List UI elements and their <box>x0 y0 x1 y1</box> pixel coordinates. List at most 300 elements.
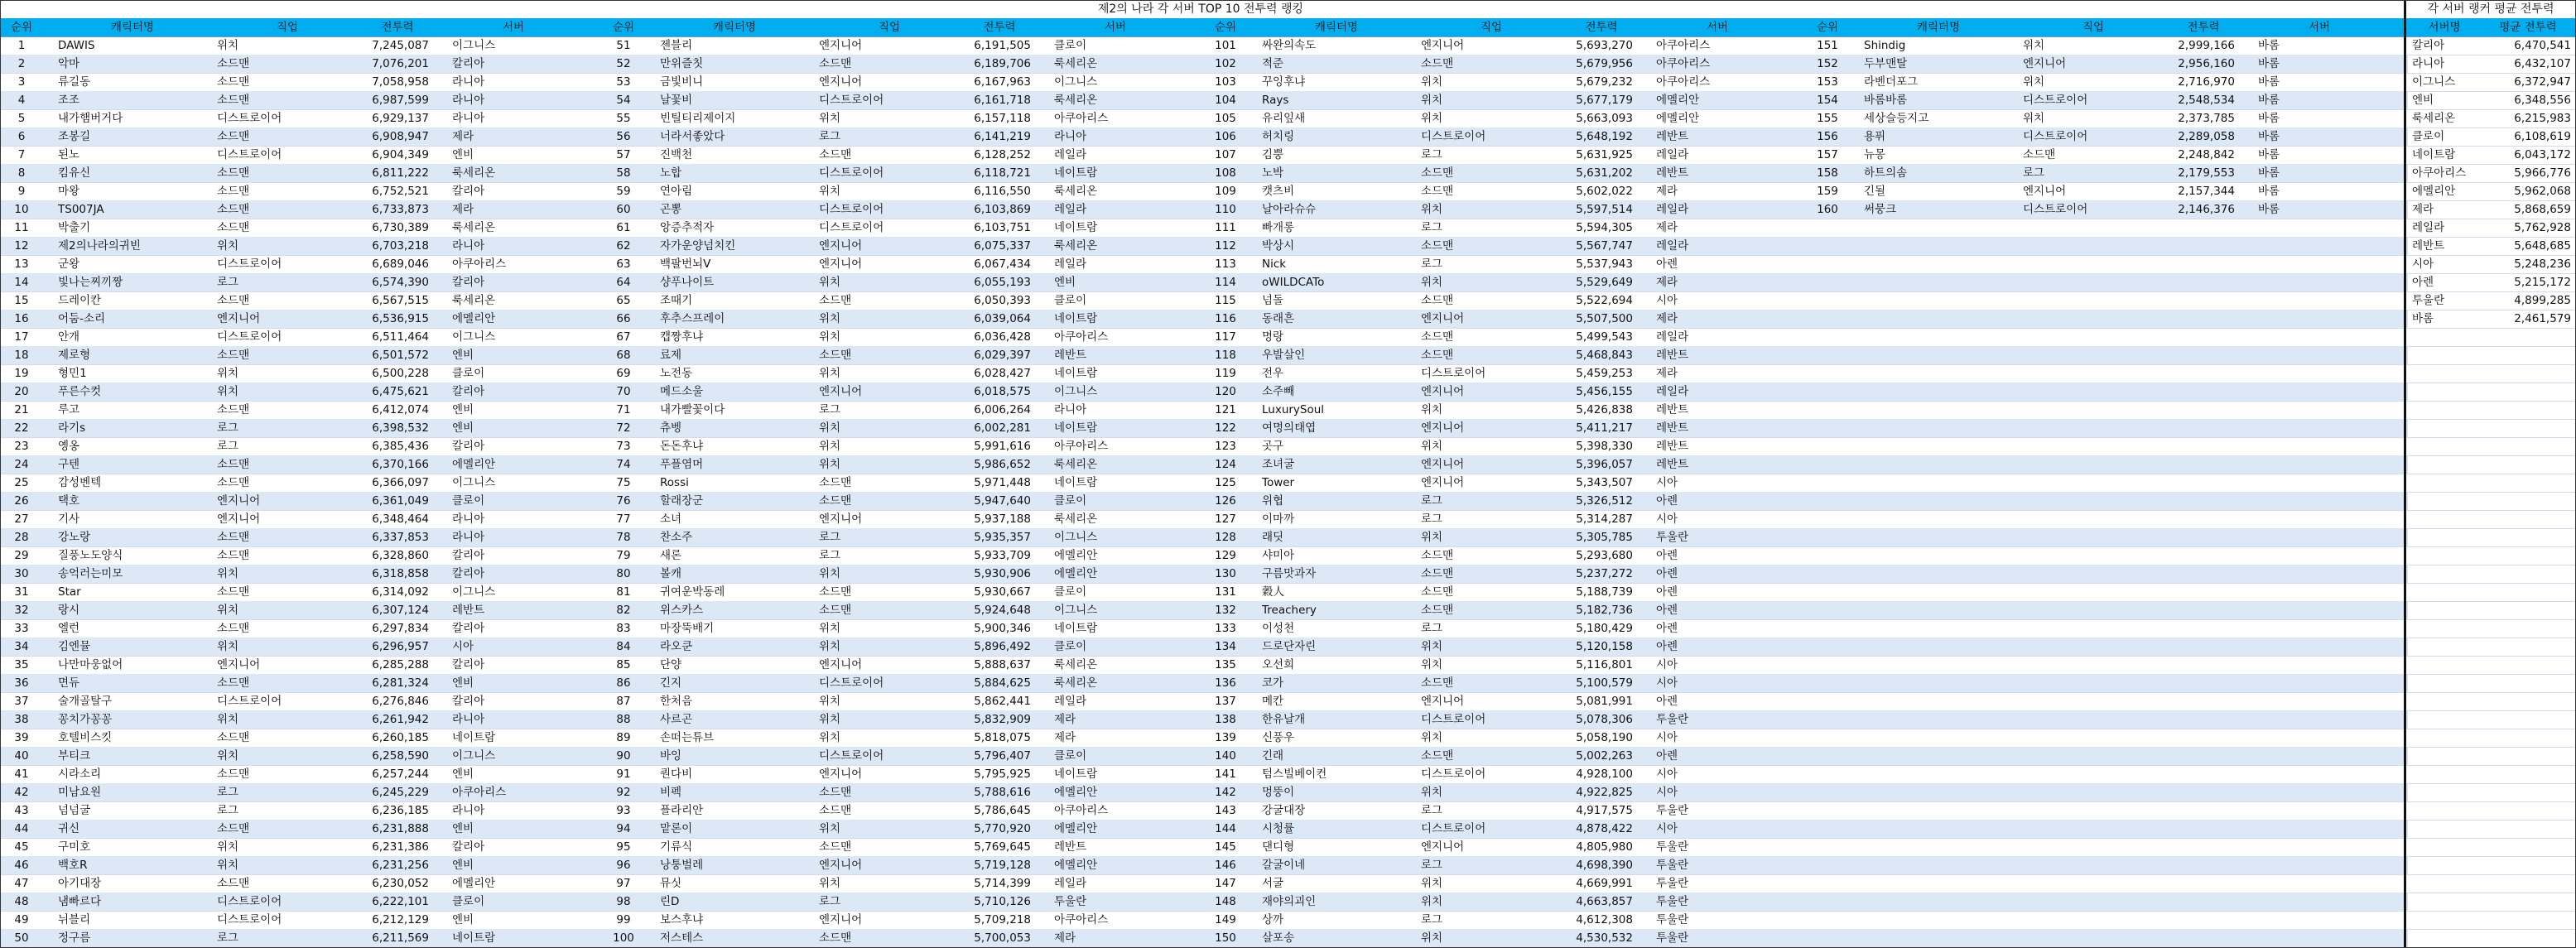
ranking-row <box>1204 55 1806 74</box>
cell-server: 투울란 <box>1656 531 1689 544</box>
cell-rank: 19 <box>14 367 29 380</box>
cell-power: 6,191,505 <box>974 39 1031 52</box>
cell-name: 위스카스 <box>660 604 704 617</box>
cell-power: 5,237,272 <box>1576 567 1633 580</box>
cell-name: 저스테스 <box>660 931 704 945</box>
cell-power: 6,050,393 <box>974 294 1031 307</box>
cell-power: 6,281,324 <box>372 676 429 690</box>
cell-name: 갈굴이네 <box>1262 859 1306 872</box>
cell-rank: 41 <box>14 768 29 781</box>
cell-rank: 123 <box>1215 440 1236 453</box>
cell-server: 레반트 <box>1054 840 1087 854</box>
cell-power: 6,730,389 <box>372 221 429 234</box>
ranking-row <box>602 164 1204 183</box>
header-power: 전투력 <box>2187 21 2220 34</box>
cell-server: 제라 <box>1054 713 1076 726</box>
cell-power: 7,058,958 <box>372 75 429 89</box>
cell-job: 엔지니어 <box>819 859 863 872</box>
cell-power: 4,612,308 <box>1576 913 1633 926</box>
cell-name: 살포송 <box>1262 931 1295 945</box>
cell-rank: 23 <box>14 440 29 453</box>
cell-power: 4,805,980 <box>1576 840 1633 854</box>
cell-name: 곤뽕 <box>660 203 682 216</box>
cell-rank: 141 <box>1215 768 1236 781</box>
ranking-row <box>0 310 602 329</box>
cell-power: 5,937,188 <box>974 512 1031 526</box>
cell-rank: 125 <box>1215 476 1236 489</box>
ranking-row <box>1806 91 2408 110</box>
cell-rank: 158 <box>1817 166 1838 180</box>
cell-name: 허치링 <box>1262 130 1295 143</box>
cell-job: 엔지니어 <box>819 658 863 671</box>
ranking-row <box>602 492 1204 511</box>
cell-server: 레반트 <box>1656 130 1689 143</box>
ranking-header-block-4 <box>1806 18 2408 37</box>
ranking-row <box>602 510 1204 529</box>
cell-server: 제라 <box>1054 731 1076 744</box>
cell-name: 한유날개 <box>1262 713 1306 726</box>
cell-rank: 137 <box>1215 695 1236 708</box>
cell-job: 위치 <box>217 640 239 653</box>
cell-name: 술개골탈구 <box>58 695 113 708</box>
cell-name: 구름맛과자 <box>1262 567 1317 580</box>
cell-power: 5,078,306 <box>1576 713 1633 726</box>
cell-job: 디스트로이어 <box>217 257 282 271</box>
cell-rank: 97 <box>616 877 631 890</box>
cell-rank: 46 <box>14 859 29 872</box>
cell-job: 디스트로이어 <box>1421 367 1486 380</box>
cell-power: 2,146,376 <box>2178 203 2235 216</box>
cell-power: 5,293,680 <box>1576 549 1633 562</box>
cell-job: 소드맨 <box>1421 294 1454 307</box>
cell-server: 이그니스 <box>1054 604 1098 617</box>
avg-server-name: 레반트 <box>2412 239 2445 253</box>
cell-power: 5,522,694 <box>1576 294 1633 307</box>
cell-rank: 126 <box>1215 494 1236 508</box>
ranking-row <box>1204 401 1806 420</box>
cell-job: 위치 <box>819 458 841 471</box>
ranking-row <box>1806 36 2408 55</box>
cell-name: 맡론이 <box>660 822 693 835</box>
header-job: 직업 <box>2082 21 2105 34</box>
cell-server: 아렌 <box>1656 749 1678 763</box>
cell-rank: 43 <box>14 804 29 817</box>
cell-rank: 109 <box>1215 185 1236 198</box>
cell-power: 6,348,464 <box>372 512 429 526</box>
cell-server: 아쿠아리스 <box>452 257 507 271</box>
cell-power: 4,698,390 <box>1576 859 1633 872</box>
ranking-row <box>602 255 1204 274</box>
ranking-row <box>1204 255 1806 274</box>
avg-power-value: 5,648,685 <box>2514 239 2571 253</box>
cell-job: 소드맨 <box>819 585 852 599</box>
cell-server: 클로이 <box>452 367 485 380</box>
cell-rank: 22 <box>14 421 29 435</box>
ranking-row <box>0 801 602 820</box>
cell-server: 클로이 <box>1054 39 1087 52</box>
cell-rank: 149 <box>1215 913 1236 926</box>
header-rank: 순위 <box>612 21 635 34</box>
ranking-row <box>1204 492 1806 511</box>
cell-server: 클로이 <box>1054 585 1087 599</box>
cell-rank: 80 <box>616 567 631 580</box>
cell-job: 소드맨 <box>819 786 852 799</box>
header-power: 전투력 <box>1585 21 1618 34</box>
cell-job: 위치 <box>217 859 239 872</box>
cell-power: 2,548,534 <box>2178 94 2235 107</box>
cell-name: 기사 <box>58 512 80 526</box>
cell-rank: 128 <box>1215 531 1236 544</box>
cell-server: 제라 <box>1054 931 1076 945</box>
cell-name: 냄빠르다 <box>58 895 102 908</box>
cell-server: 시아 <box>1656 294 1678 307</box>
cell-name: 돈돈후냐 <box>660 440 704 453</box>
ranking-row <box>1806 710 2408 729</box>
cell-rank: 77 <box>616 512 631 526</box>
ranking-row <box>1204 419 1806 438</box>
cell-name: 금빛비니 <box>660 75 704 89</box>
cell-rank: 108 <box>1215 166 1236 180</box>
average-row <box>2407 128 2576 147</box>
cell-server: 제라 <box>1656 367 1678 380</box>
cell-power: 5,769,645 <box>974 840 1031 854</box>
ranking-row <box>602 219 1204 238</box>
cell-power: 5,991,616 <box>974 440 1031 453</box>
cell-server: 룩세리온 <box>1054 57 1098 70</box>
ranking-row <box>0 419 602 438</box>
cell-name: 위협 <box>1262 494 1284 508</box>
ranking-row <box>0 638 602 657</box>
cell-name: 백호R <box>58 859 88 872</box>
ranking-row <box>602 73 1204 92</box>
cell-name: 비펙 <box>660 786 682 799</box>
ranking-row <box>0 674 602 693</box>
cell-job: 소드맨 <box>217 877 250 890</box>
cell-rank: 111 <box>1215 221 1236 234</box>
avg-server-name: 엔비 <box>2412 94 2434 107</box>
cell-name: 전우 <box>1262 367 1284 380</box>
cell-name: 귀여운박동레 <box>660 585 725 599</box>
ranking-row <box>1806 656 2408 675</box>
cell-name: 빠개롱 <box>1262 221 1295 234</box>
cell-name: 명랑 <box>1262 330 1284 344</box>
cell-rank: 140 <box>1215 749 1236 763</box>
cell-server: 아쿠아리스 <box>1054 330 1109 344</box>
cell-power: 4,530,532 <box>1576 931 1633 945</box>
cell-server: 이그니스 <box>1054 385 1098 398</box>
cell-rank: 64 <box>616 276 631 289</box>
avg-power-value: 6,348,556 <box>2514 94 2571 107</box>
cell-name: 손떠는튜브 <box>660 731 715 744</box>
ranking-row <box>1204 893 1806 912</box>
cell-job: 위치 <box>1421 75 1443 89</box>
ranking-header-block-1 <box>0 18 602 37</box>
cell-job: 로그 <box>819 895 841 908</box>
cell-job: 소드맨 <box>217 676 250 690</box>
cell-power: 2,999,166 <box>2178 39 2235 52</box>
cell-name: 긴래 <box>1262 749 1284 763</box>
cell-rank: 65 <box>616 294 631 307</box>
cell-job: 위치 <box>1421 877 1443 890</box>
header-name: 캐릭터명 <box>110 21 155 34</box>
cell-server: 에멜리안 <box>1054 549 1098 562</box>
ranking-row <box>602 346 1204 365</box>
cell-power: 5,594,305 <box>1576 221 1633 234</box>
avg-power-value: 5,215,172 <box>2514 276 2571 289</box>
ranking-row <box>602 546 1204 565</box>
cell-power: 6,285,288 <box>372 658 429 671</box>
cell-rank: 53 <box>616 75 631 89</box>
ranking-row <box>602 273 1204 292</box>
average-row <box>2407 437 2576 456</box>
cell-name: 드레이칸 <box>58 294 102 307</box>
ranking-row <box>1204 200 1806 219</box>
avg-power-value: 5,248,236 <box>2514 257 2571 271</box>
cell-job: 소드맨 <box>1421 57 1454 70</box>
ranking-row <box>1204 674 1806 693</box>
cell-job: 로그 <box>217 421 239 435</box>
cell-server: 투울란 <box>1656 840 1689 854</box>
ranking-row <box>0 91 602 110</box>
ranking-row <box>0 474 602 493</box>
cell-power: 6,567,515 <box>372 294 429 307</box>
cell-job: 소드맨 <box>819 840 852 854</box>
cell-power: 6,028,427 <box>974 367 1031 380</box>
ranking-row <box>602 893 1204 912</box>
cell-power: 5,120,158 <box>1576 640 1633 653</box>
header-power: 전투력 <box>983 21 1016 34</box>
header-server: 서버 <box>502 21 525 34</box>
ranking-row <box>1204 638 1806 657</box>
ranking-row <box>0 182 602 201</box>
average-row <box>2407 146 2576 165</box>
cell-power: 6,245,229 <box>372 786 429 799</box>
cell-name: 뮤싯 <box>660 877 682 890</box>
cell-rank: 151 <box>1817 39 1838 52</box>
average-row <box>2407 255 2576 274</box>
cell-server: 레일라 <box>1656 330 1689 344</box>
cell-server: 룩세리온 <box>452 166 496 180</box>
ranking-row <box>1806 747 2408 766</box>
ranking-row <box>1204 546 1806 565</box>
ranking-row <box>602 455 1204 474</box>
cell-rank: 26 <box>14 494 29 508</box>
ranking-row <box>1204 437 1806 456</box>
avg-power-value: 2,461,579 <box>2514 312 2571 325</box>
cell-power: 6,574,390 <box>372 276 429 289</box>
cell-server: 제라 <box>452 203 474 216</box>
cell-rank: 32 <box>14 604 29 617</box>
cell-job: 위치 <box>217 749 239 763</box>
ranking-row <box>1806 146 2408 165</box>
cell-rank: 45 <box>14 840 29 854</box>
cell-name: 넘넘굴 <box>58 804 91 817</box>
ranking-row <box>1204 146 1806 165</box>
cell-name: LuxurySoul <box>1262 403 1325 416</box>
ranking-row <box>602 783 1204 802</box>
cell-job: 로그 <box>2023 166 2045 180</box>
ranking-row <box>1806 328 2408 347</box>
ranking-row <box>0 455 602 474</box>
cell-name: 멍뚱이 <box>1262 786 1295 799</box>
ranking-row <box>602 310 1204 329</box>
cell-job: 소드맨 <box>819 476 852 489</box>
ranking-row <box>1806 437 2408 456</box>
cell-server: 레반트 <box>1656 403 1689 416</box>
cell-name: 새론 <box>660 549 682 562</box>
cell-power: 6,211,569 <box>372 931 429 945</box>
cell-job: 위치 <box>1421 403 1443 416</box>
cell-job: 소드맨 <box>217 130 250 143</box>
cell-job: 로그 <box>1421 622 1443 635</box>
avg-power-value: 6,043,172 <box>2514 148 2571 161</box>
cell-job: 소드맨 <box>1421 330 1454 344</box>
ranking-row <box>0 492 602 511</box>
cell-name: 료제 <box>660 349 682 362</box>
cell-power: 5,924,648 <box>974 604 1031 617</box>
cell-job: 위치 <box>1421 440 1443 453</box>
cell-power: 5,326,512 <box>1576 494 1633 508</box>
cell-rank: 90 <box>616 749 631 763</box>
cell-server: 레일라 <box>1054 203 1087 216</box>
cell-name: 나만마웅없어 <box>58 658 123 671</box>
ranking-row <box>1204 346 1806 365</box>
cell-name: 마장뚝배기 <box>660 622 715 635</box>
cell-name: 호텔비스킷 <box>58 731 113 744</box>
ranking-row <box>1204 801 1806 820</box>
cell-rank: 82 <box>616 604 631 617</box>
cell-job: 소드맨 <box>1421 749 1454 763</box>
average-row <box>2407 674 2576 693</box>
cell-job: 위치 <box>1421 203 1443 216</box>
cell-rank: 15 <box>14 294 29 307</box>
cell-power: 5,862,441 <box>974 695 1031 708</box>
average-row <box>2407 291 2576 310</box>
cell-server: 엔비 <box>452 148 474 161</box>
cell-job: 소드맨 <box>1421 185 1454 198</box>
ranking-row <box>602 383 1204 402</box>
ranking-row <box>602 55 1204 74</box>
cell-rank: 132 <box>1215 604 1236 617</box>
cell-name: 찬소주 <box>660 531 693 544</box>
cell-rank: 44 <box>14 822 29 835</box>
cell-rank: 89 <box>616 731 631 744</box>
ranking-row <box>1806 820 2408 839</box>
cell-name: 낭퉁벌레 <box>660 859 704 872</box>
cell-server: 아쿠아리스 <box>452 786 507 799</box>
cell-server: 시아 <box>1656 786 1678 799</box>
cell-job: 소드맨 <box>217 731 250 744</box>
cell-power: 6,752,521 <box>372 185 429 198</box>
cell-power: 6,157,118 <box>974 112 1031 125</box>
average-row <box>2407 55 2576 74</box>
ranking-row <box>1204 383 1806 402</box>
cell-server: 룩세리온 <box>1054 676 1098 690</box>
cell-job: 소드맨 <box>819 57 852 70</box>
cell-name: 바롬바롬 <box>1864 94 1908 107</box>
cell-server: 아렌 <box>1656 622 1678 635</box>
ranking-row <box>0 55 602 74</box>
cell-job: 소드맨 <box>1421 239 1454 253</box>
cell-power: 4,663,857 <box>1576 895 1633 908</box>
cell-server: 엔비 <box>452 822 474 835</box>
cell-job: 위치 <box>819 622 841 635</box>
cell-rank: 134 <box>1215 640 1236 653</box>
avg-server-name: 룩세리온 <box>2412 112 2456 125</box>
cell-name: 랑시 <box>58 604 80 617</box>
cell-server: 엔비 <box>452 768 474 781</box>
cell-name: 적준 <box>1262 57 1284 70</box>
cell-rank: 39 <box>14 731 29 744</box>
ranking-row <box>0 128 602 147</box>
ranking-row <box>1204 455 1806 474</box>
ranking-row <box>602 729 1204 748</box>
cell-power: 6,116,550 <box>974 185 1031 198</box>
ranking-row <box>1806 583 2408 602</box>
cell-job: 위치 <box>819 421 841 435</box>
cell-server: 룩세리온 <box>1054 658 1098 671</box>
cell-server: 아쿠아리스 <box>1054 913 1109 926</box>
cell-job: 디스트로이어 <box>217 913 282 926</box>
cell-name: 세상슬등지고 <box>1864 112 1929 125</box>
cell-job: 위치 <box>819 276 841 289</box>
cell-name: 면듀 <box>58 676 80 690</box>
cell-rank: 113 <box>1215 257 1236 271</box>
ranking-row <box>1204 528 1806 547</box>
cell-rank: 35 <box>14 658 29 671</box>
cell-power: 5,116,801 <box>1576 658 1633 671</box>
ranking-row <box>0 328 602 347</box>
cell-job: 엔지니어 <box>819 239 863 253</box>
cell-name: 조때기 <box>660 294 693 307</box>
cell-rank: 156 <box>1817 130 1838 143</box>
avg-power-value: 6,215,983 <box>2514 112 2571 125</box>
cell-rank: 157 <box>1817 148 1838 161</box>
cell-power: 5,719,128 <box>974 859 1031 872</box>
ranking-row <box>1204 619 1806 638</box>
cell-rank: 154 <box>1817 94 1838 107</box>
avg-power-value: 6,372,947 <box>2514 75 2571 89</box>
avg-power-value: 4,899,285 <box>2514 294 2571 307</box>
average-row <box>2407 237 2576 256</box>
cell-rank: 147 <box>1215 877 1236 890</box>
cell-job: 소드맨 <box>1421 166 1454 180</box>
cell-name: 귀신 <box>58 822 80 835</box>
cell-job: 위치 <box>819 713 841 726</box>
cell-power: 5,180,429 <box>1576 622 1633 635</box>
ranking-row <box>602 565 1204 584</box>
cell-power: 6,231,386 <box>372 840 429 854</box>
cell-rank: 130 <box>1215 567 1236 580</box>
cell-server: 칼리아 <box>452 622 485 635</box>
cell-job: 엔지니어 <box>1421 312 1465 325</box>
cell-job: 소드맨 <box>217 221 250 234</box>
ranking-row <box>602 911 1204 930</box>
cell-rank: 55 <box>616 112 631 125</box>
ranking-row <box>602 856 1204 875</box>
header-name: 캐릭터명 <box>1314 21 1359 34</box>
ranking-row <box>1204 182 1806 201</box>
cell-rank: 139 <box>1215 731 1236 744</box>
cell-job: 소드맨 <box>819 148 852 161</box>
cell-name: 조조 <box>58 94 80 107</box>
cell-server: 레일라 <box>1656 148 1689 161</box>
cell-job: 소드맨 <box>819 931 852 945</box>
cell-job: 위치 <box>819 731 841 744</box>
cell-job: 엔지니어 <box>1421 458 1465 471</box>
cell-name: 엘런 <box>58 622 80 635</box>
ranking-row <box>602 692 1204 711</box>
